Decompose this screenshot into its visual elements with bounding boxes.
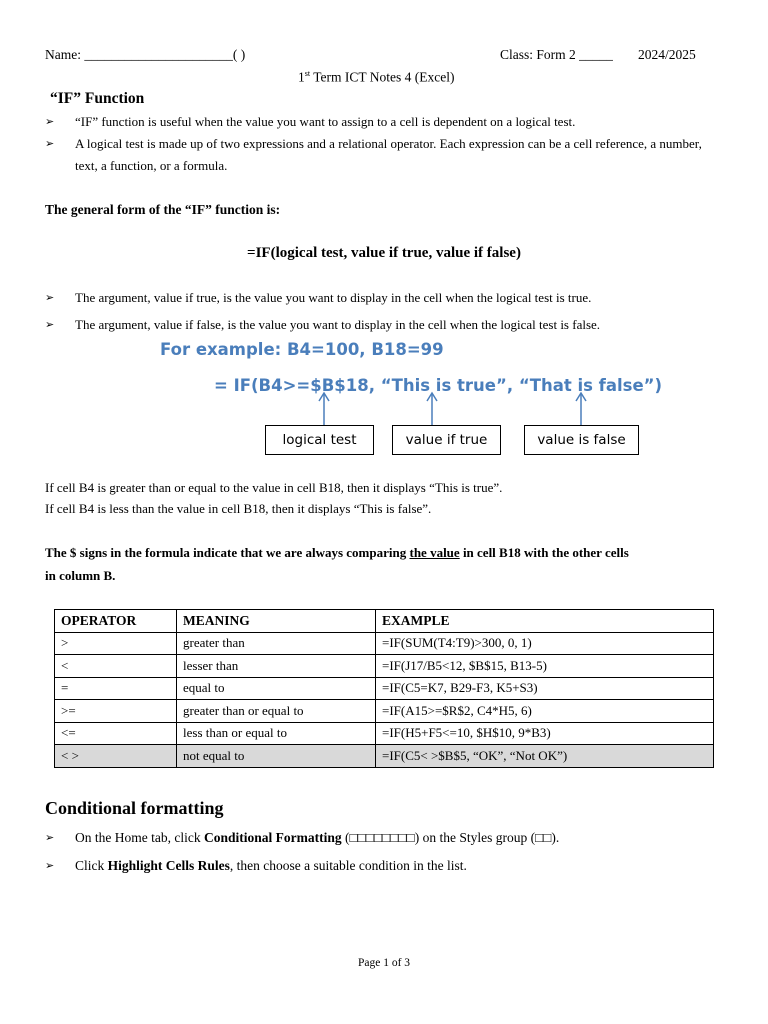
meaning-cell: greater than xyxy=(177,632,376,655)
table-row xyxy=(55,700,714,723)
arrowhead-bullet-icon: ➢ xyxy=(45,115,55,128)
dollar-note-line-1 xyxy=(45,545,629,561)
b2-bold: Highlight Cells Rules xyxy=(107,858,230,873)
operator-cell: = xyxy=(55,677,177,700)
table-row xyxy=(55,745,714,768)
bullet-text: The argument, value if true, is the value you want to display in the cell when the logical test is true. xyxy=(75,290,592,305)
header-meaning: MEANING xyxy=(177,610,376,633)
page-number: Page 1 of 3 xyxy=(357,957,411,969)
arrowhead-bullet-icon: ➢ xyxy=(45,137,55,150)
dollar-note-line-2: in column B. xyxy=(45,568,116,583)
name-field: Name: ______________________( ) xyxy=(45,47,246,62)
callout-value-if-true: value if true xyxy=(392,425,501,455)
table-row xyxy=(55,677,714,700)
arrowhead-bullet-icon: ➢ xyxy=(45,859,55,872)
meaning-cell: lesser than xyxy=(177,655,376,678)
bullet-text: The argument, value if false, is the value you want to display in the cell when the logical test is false. xyxy=(75,317,601,332)
table-row xyxy=(55,632,714,655)
example-cell: =IF(A15>=$R$2, C4*H5, 6) xyxy=(376,700,714,723)
meaning-cell: less than or equal to xyxy=(177,722,376,745)
example-formula: = IF(B4>=$B$18, “This is true”, “That is false”) xyxy=(214,376,663,395)
b2-pre: Click xyxy=(75,858,108,873)
callout-logical-test: logical test xyxy=(265,425,374,455)
header-operator: OPERATOR xyxy=(55,610,177,633)
bullet-text: “IF” function is useful when the value you want to assign to a cell is dependent on a logical test. xyxy=(75,114,576,129)
bullet-text: A logical test is made up of two expressions and a relational operator. Each expression can be a cell reference, a number, text, a function, or a formula. xyxy=(75,136,702,173)
operator-cell: > xyxy=(55,632,177,655)
subtitle-number: 1 xyxy=(298,69,305,85)
example-title: For example: B4=100, B18=99 xyxy=(160,340,444,359)
school-year: 2024/2025 xyxy=(638,47,696,62)
table-header-row xyxy=(55,610,714,633)
table-row xyxy=(55,722,714,745)
example-cell: =IF(C5< >$B$5, “OK”, “Not OK”) xyxy=(376,745,714,768)
dollar-note-post: in cell B18 with the other cells xyxy=(459,545,629,560)
dollar-note-pre: The $ signs in the formula indicate that we are always comparing xyxy=(45,545,410,560)
general-formula: =IF(logical test, value if true, value if false) xyxy=(247,245,521,261)
meaning-cell: not equal to xyxy=(177,745,376,768)
bullet-text xyxy=(75,855,705,877)
arrowhead-bullet-icon: ➢ xyxy=(45,318,55,331)
meaning-cell: equal to xyxy=(177,677,376,700)
example-cell: =IF(SUM(T4:T9)>300, 0, 1) xyxy=(376,632,714,655)
arrowhead-bullet-icon: ➢ xyxy=(45,831,55,844)
explanation-line-1: If cell B4 is greater than or equal to the value in cell B18, then it displays “This is true”. xyxy=(45,480,503,495)
if-heading: “IF” Function xyxy=(50,90,145,107)
b2-post: , then choose a suitable condition in the list. xyxy=(229,858,467,873)
table-row xyxy=(55,655,714,678)
b1-bold: Conditional Formatting xyxy=(203,830,342,845)
subtitle-text: Term ICT Notes 4 (Excel) xyxy=(310,69,455,85)
operators-table xyxy=(54,609,714,768)
example-cell: =IF(H5+F5<=10, $H$10, 9*B3) xyxy=(376,722,714,745)
arrowhead-bullet-icon: ➢ xyxy=(45,291,55,304)
conditional-heading: Conditional formatting xyxy=(45,798,224,818)
meaning-cell: greater than or equal to xyxy=(177,700,376,723)
bullet-text xyxy=(75,827,705,849)
subtitle-superscript: st xyxy=(304,69,311,78)
operator-cell: <= xyxy=(55,722,177,745)
dollar-note-underlined: the value xyxy=(409,545,460,560)
operator-cell: >= xyxy=(55,700,177,723)
operator-cell: < > xyxy=(55,745,177,768)
example-cell: =IF(J17/B5<12, $B$15, B13-5) xyxy=(376,655,714,678)
b1-pre: On the Home tab, click xyxy=(75,830,204,845)
general-form-label: The general form of the “IF” function is: xyxy=(45,202,281,217)
header-example: EXAMPLE xyxy=(376,610,714,633)
explanation-line-2: If cell B4 is less than the value in cell B18, then it displays “This is false”. xyxy=(45,501,432,516)
callout-value-is-false: value is false xyxy=(524,425,639,455)
b1-mid: (□□□□□□□□) on the Styles group (□□). xyxy=(341,830,560,845)
example-cell: =IF(C5=K7, B29-F3, K5+S3) xyxy=(376,677,714,700)
class-field: Class: Form 2 _____ xyxy=(500,47,613,62)
operator-cell: < xyxy=(55,655,177,678)
